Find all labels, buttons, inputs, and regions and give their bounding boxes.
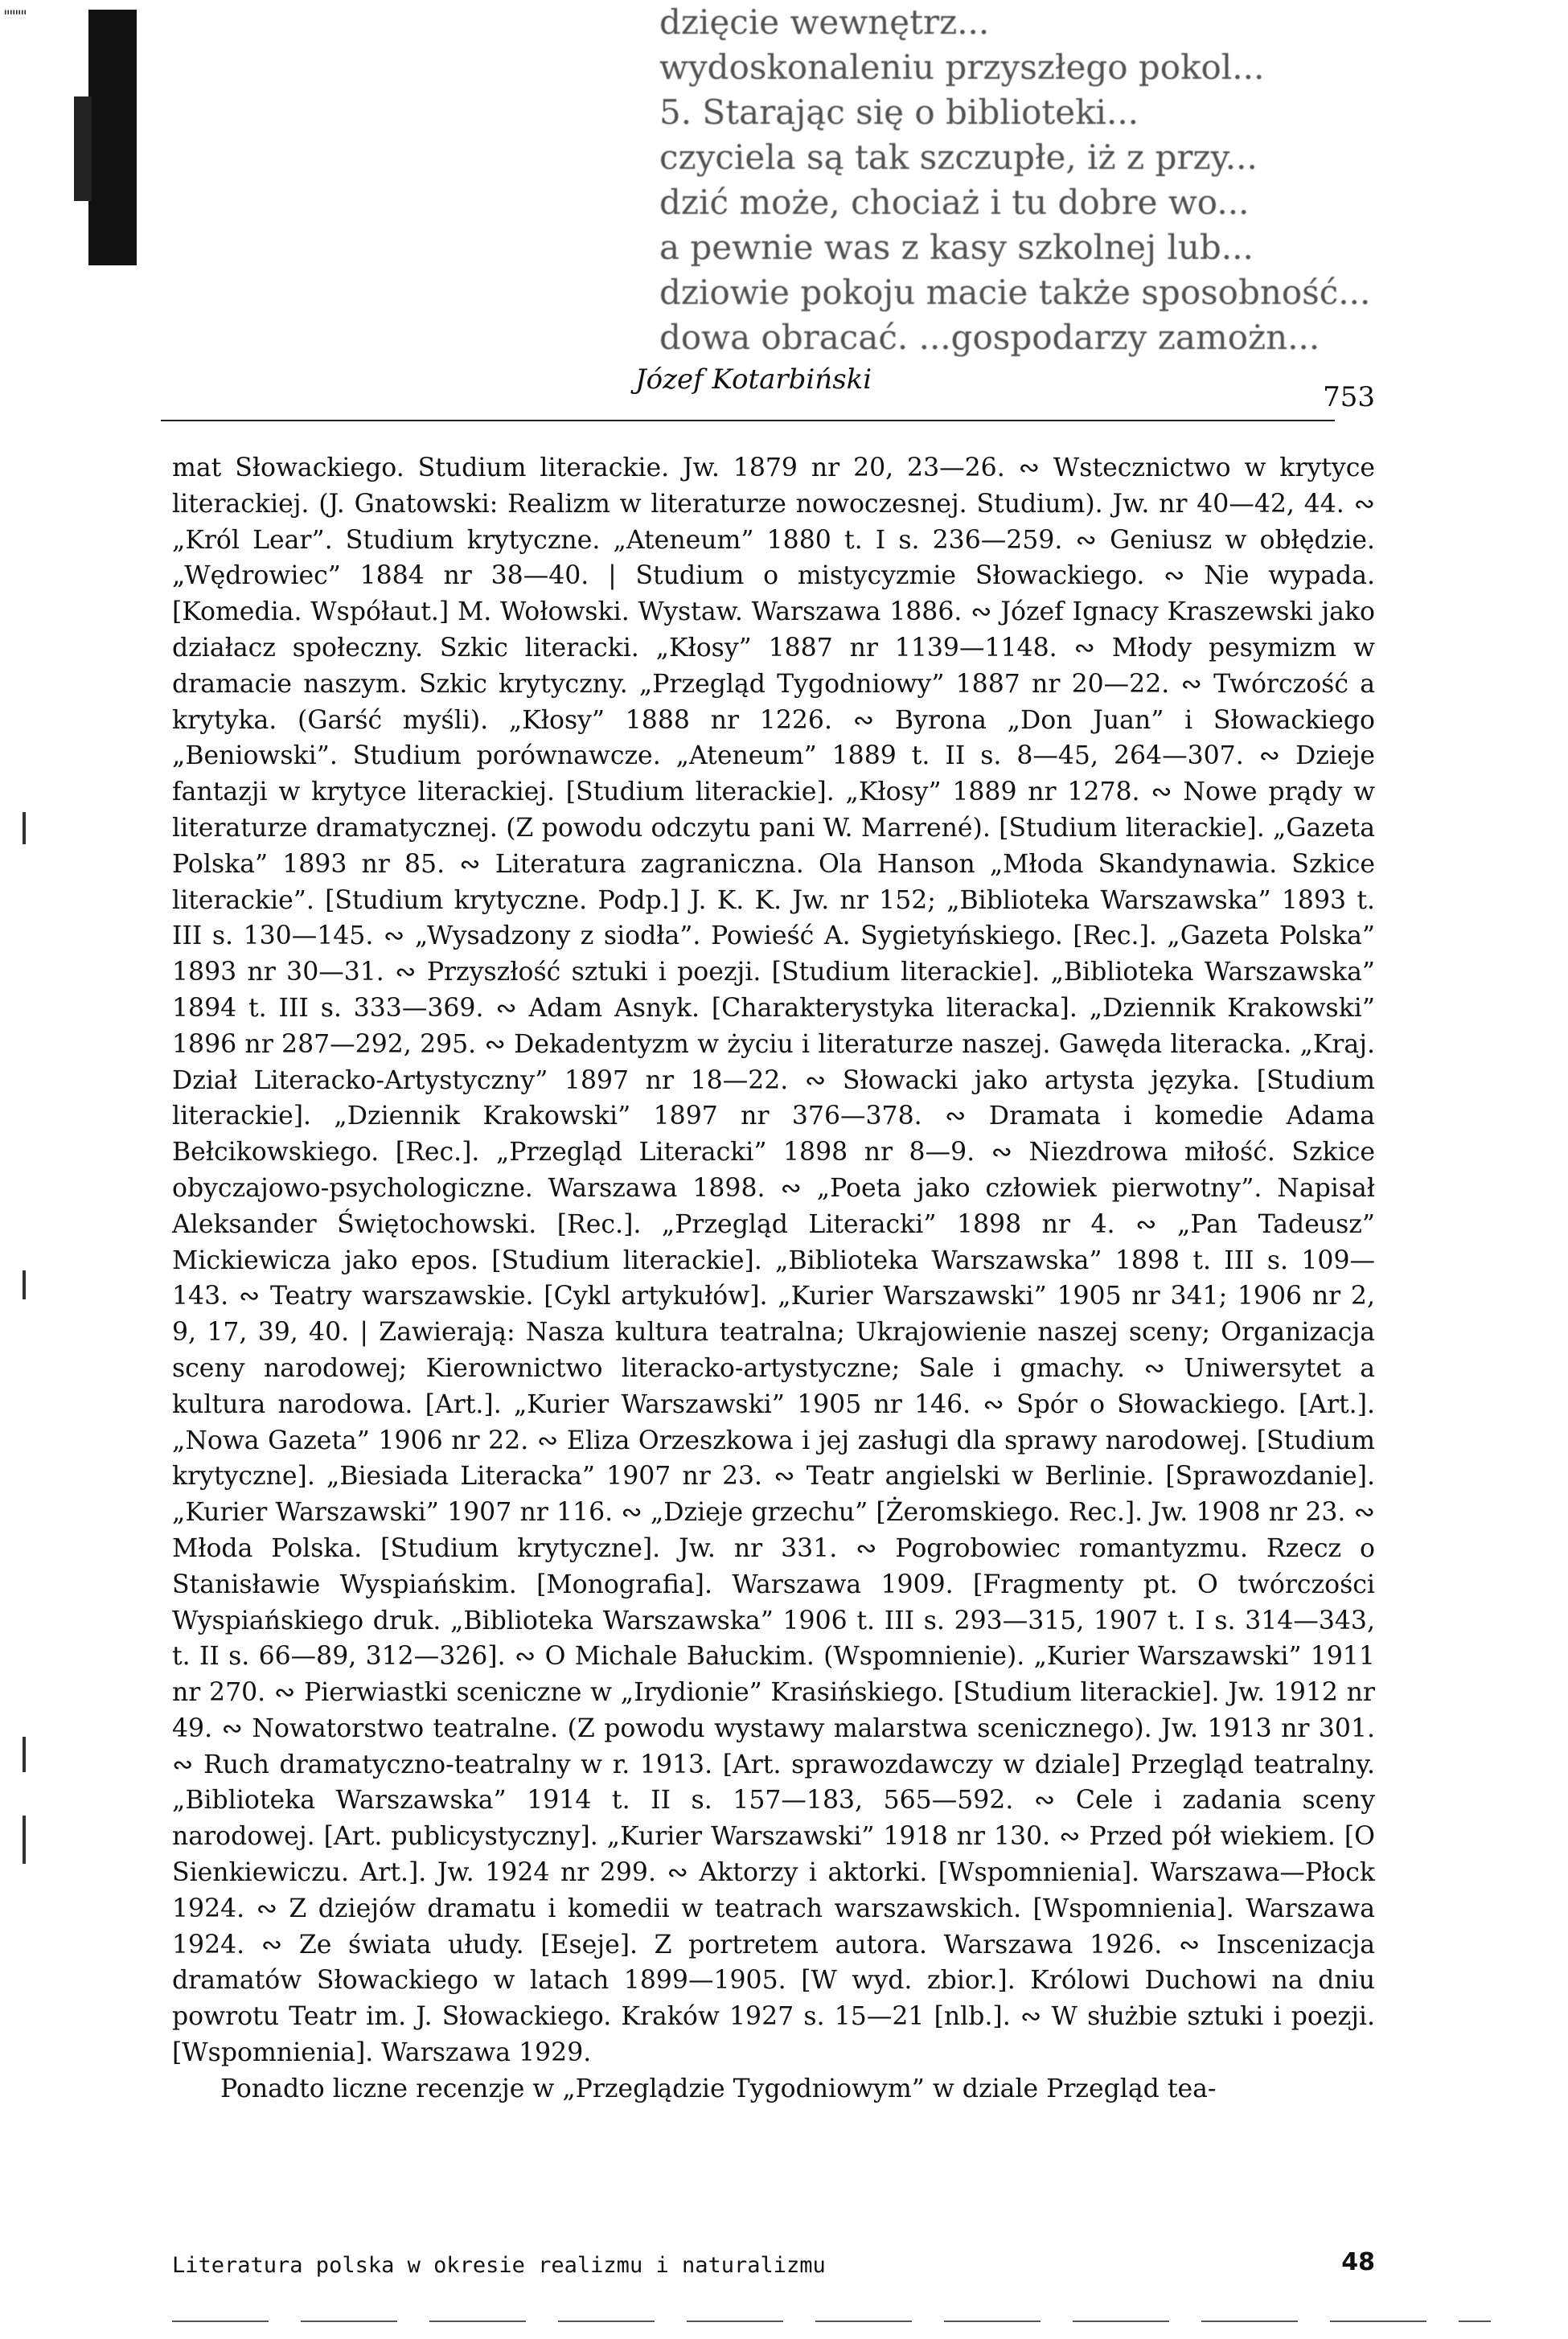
bleed-line: dzić może, chociaż i tu dobre wo... — [659, 183, 1250, 222]
header-rule — [161, 420, 1335, 421]
bleed-line: wydoskonaleniu przyszłego pokol... — [659, 47, 1265, 87]
binding-bar — [88, 10, 137, 265]
bleed-line: a pewnie was z kasy szkolnej lub... — [659, 228, 1254, 267]
bleed-through-text — [659, 0, 1560, 357]
margin-marks — [0, 0, 48, 2339]
bottom-dashes — [172, 2321, 1491, 2322]
closing-paragraph: Ponadto liczne recenzje w „Przeglądzie Tygodniowym” w dziale Przegląd tea- — [220, 2074, 1217, 2103]
margin-mark — [23, 1270, 26, 1299]
bleed-line: czyciela są tak szczupłe, iż z przy... — [659, 137, 1258, 177]
bleed-line: dowa obracać. ...gospodarzy zamożn... — [659, 318, 1320, 357]
header-author: Józef Kotarbiński — [635, 363, 872, 396]
page-number: 753 — [1323, 381, 1375, 413]
binding-bar-inner — [74, 96, 92, 201]
footer-sheet-number: 48 — [1341, 2248, 1375, 2276]
margin-mark — [23, 812, 26, 844]
bibliography-text — [172, 450, 1375, 2107]
edge-specks: '''''''' — [3, 6, 26, 26]
bleed-line: dziowie pokoju macie także sposobność... — [659, 273, 1371, 312]
margin-mark — [23, 1737, 26, 1772]
bleed-line: dzięcie wewnętrz... — [659, 2, 990, 42]
bleed-line: 5. Starając się o biblioteki... — [659, 92, 1139, 132]
running-header — [161, 363, 1375, 428]
page-footer — [172, 2248, 1375, 2301]
bibliography-paragraph: mat Słowackiego. Studium literackie. Jw. 1879 nr 20, 23—26. ∾ Wstecznictwo w krytyce literackiej. (J. Gnatowski: Realizm w literaturze nowoczesnej. Studium). Jw. nr 40—42, 44. ∾ „Król Lear”. Studium krytyczne. „Ateneum” 1880 t. I s. 236—259. ∾ Geniusz w obłędzie. „Wędrowiec” 1884 nr 38—40. | Studium o mistycyzmie Słowackiego. ∾ Nie wypada. [Komedia. Współaut.] M. Wołowski. Wystaw. Warszawa 1886. ∾ Józef Ignacy Kraszewski jako działacz społeczny. Szkic literacki. „Kłosy” 1887 nr 1139—1148. ∾ Młody pesymizm w dramacie naszym. Szkic krytyczny. „Przegląd Tygodniowy” 1887 nr 20—22. ∾ Twórczość a krytyka. (Garść myśli). „Kłosy” 1888 nr 1226. ∾ Byrona „Don Juan” i Słowackiego „Beniowski”. Studium porównawcze. „Ateneum” 1889 t. II s. 8—45, 264—307. ∾ Dzieje fantazji w krytyce literackiej. [Studium literackie]. „Kłosy” 1889 nr 1278. ∾ Nowe prądy w literaturze dramatycznej. (Z powodu odczytu pani W. Marrené). [Studium literackie]. „Gazeta Polska” 1893 nr 85. ∾ Literatura zagraniczna. Ola Hanson „Młoda Skandynawia. Szkice literackie”. [Studium krytyczne. Podp.] J. K. K. Jw. nr 152; „Biblioteka Warszawska” 1893 t. III s. 130—145. ∾ „Wysadzony z siodła”. Powieść A. Sygietyńskiego. [Rec.]. „Gazeta Polska” 1893 nr 30—31. ∾ Przyszłość sztuki i poezji. [Studium literackie]. „Biblioteka Warszawska” 1894 t. III s. 333—369. ∾ Adam Asnyk. [Charakterystyka literacka]. „Dziennik Krakowski” 1896 nr 287—292, 295. ∾ Dekadentyzm w życiu i literaturze naszej. Gawęda literacka. „Kraj. Dział Literacko-Artystyczny” 1897 nr 18—22. ∾ Słowacki jako artysta języka. [Studium literackie]. „Dziennik Krakowski” 1897 nr 376—378. ∾ Dramata i komedie Adama Bełcikowskiego. [Rec.]. „Przegląd Literacki” 1898 nr 8—9. ∾ Niezdrowa miłość. Szkice obyczajowo-psychologiczne. Warszawa 1898. ∾ „Poeta jako człowiek pierwotny”. Napisał Aleksander Świętochowski. [Rec.]. „Przegląd Literacki” 1898 nr 4. ∾ „Pan Tadeusz” Mickiewicza jako epos. [Studium literackie]. „Biblioteka Warszawska” 1898 t. III s. 109—143. ∾ Teatry warszawskie. [Cykl artykułów]. „Kurier Warszawski” 1905 nr 341; 1906 nr 2, 9, 17, 39, 40. | Zawierają: Nasza kultura teatralna; Ukrajowienie naszej sceny; Organizacja sceny narodowej; Kierownictwo literacko-artystyczne; Sale i gmachy. ∾ Uniwersytet a kultura narodowa. [Art.]. „Kurier Warszawski” 1905 nr 146. ∾ Spór o Słowackiego. [Art.]. „Nowa Gazeta” 1906 nr 22. ∾ Eliza Orzeszkowa i jej zasługi dla sprawy narodowej. [Studium krytyczne]. „Biesiada Literacka” 1907 nr 23. ∾ Teatr angielski w Berlinie. [Sprawozdanie]. „Kurier Warszawski” 1907 nr 116. ∾ „Dzieje grzechu” [Żeromskiego. Rec.]. Jw. 1908 nr 23. ∾ Młoda Polska. [Studium krytyczne]. Jw. nr 331. ∾ Pogrobowiec romantyzmu. Rzecz o Stanisławie Wyspiańskim. [Monografia]. Warszawa 1909. [Fragmenty pt. O twórczości Wyspiańskiego druk. „Biblioteka Warszawska” 1906 t. III s. 293—315, 1907 t. I s. 314—343, t. II s. 66—89, 312—326]. ∾ O Michale Bałuckim. (Wspomnienie). „Kurier Warszawski” 1911 nr 270. ∾ Pierwiastki sceniczne w „Irydionie” Krasińskiego. [Studium literackie]. Jw. 1912 nr 49. ∾ Nowatorstwo teatralne. (Z powodu wystawy malarstwa scenicznego). Jw. 1913 nr 301. ∾ Ruch dramatyczno-teatralny w r. 1913. [Art. sprawozdawczy w dziale] Przegląd teatralny. „Biblioteka Warszawska” 1914 t. II s. 157—183, 565—592. ∾ Cele i zadania sceny narodowej. [Art. publicystyczny]. „Kurier Warszawski” 1918 nr 130. ∾ Przed pół wiekiem. [O Sienkiewiczu. Art.]. Jw. 1924 nr 299. ∾ Aktorzy i aktorki. [Wspomnienia]. Warszawa—Płock 1924. ∾ Z dziejów dramatu i komedii w teatrach warszawskich. [Wspomnienia]. Warszawa 1924. ∾ Ze świata ułudy. [Eseje]. Z portretem autora. Warszawa 1926. ∾ Inscenizacja dramatów Słowackiego w latach 1899—1905. [W wyd. zbior.]. Królowi Duchowi na dniu powrotu Teatr im. J. Słowackiego. Kraków 1927 s. 15—21 [nlb.]. ∾ W służbie sztuki i poezji. [Wspomnienia]. Warszawa 1929. — [172, 453, 1375, 2068]
footer-title: Literatura polska w okresie realizmu i naturalizmu — [172, 2253, 826, 2278]
margin-mark — [23, 1816, 26, 1864]
